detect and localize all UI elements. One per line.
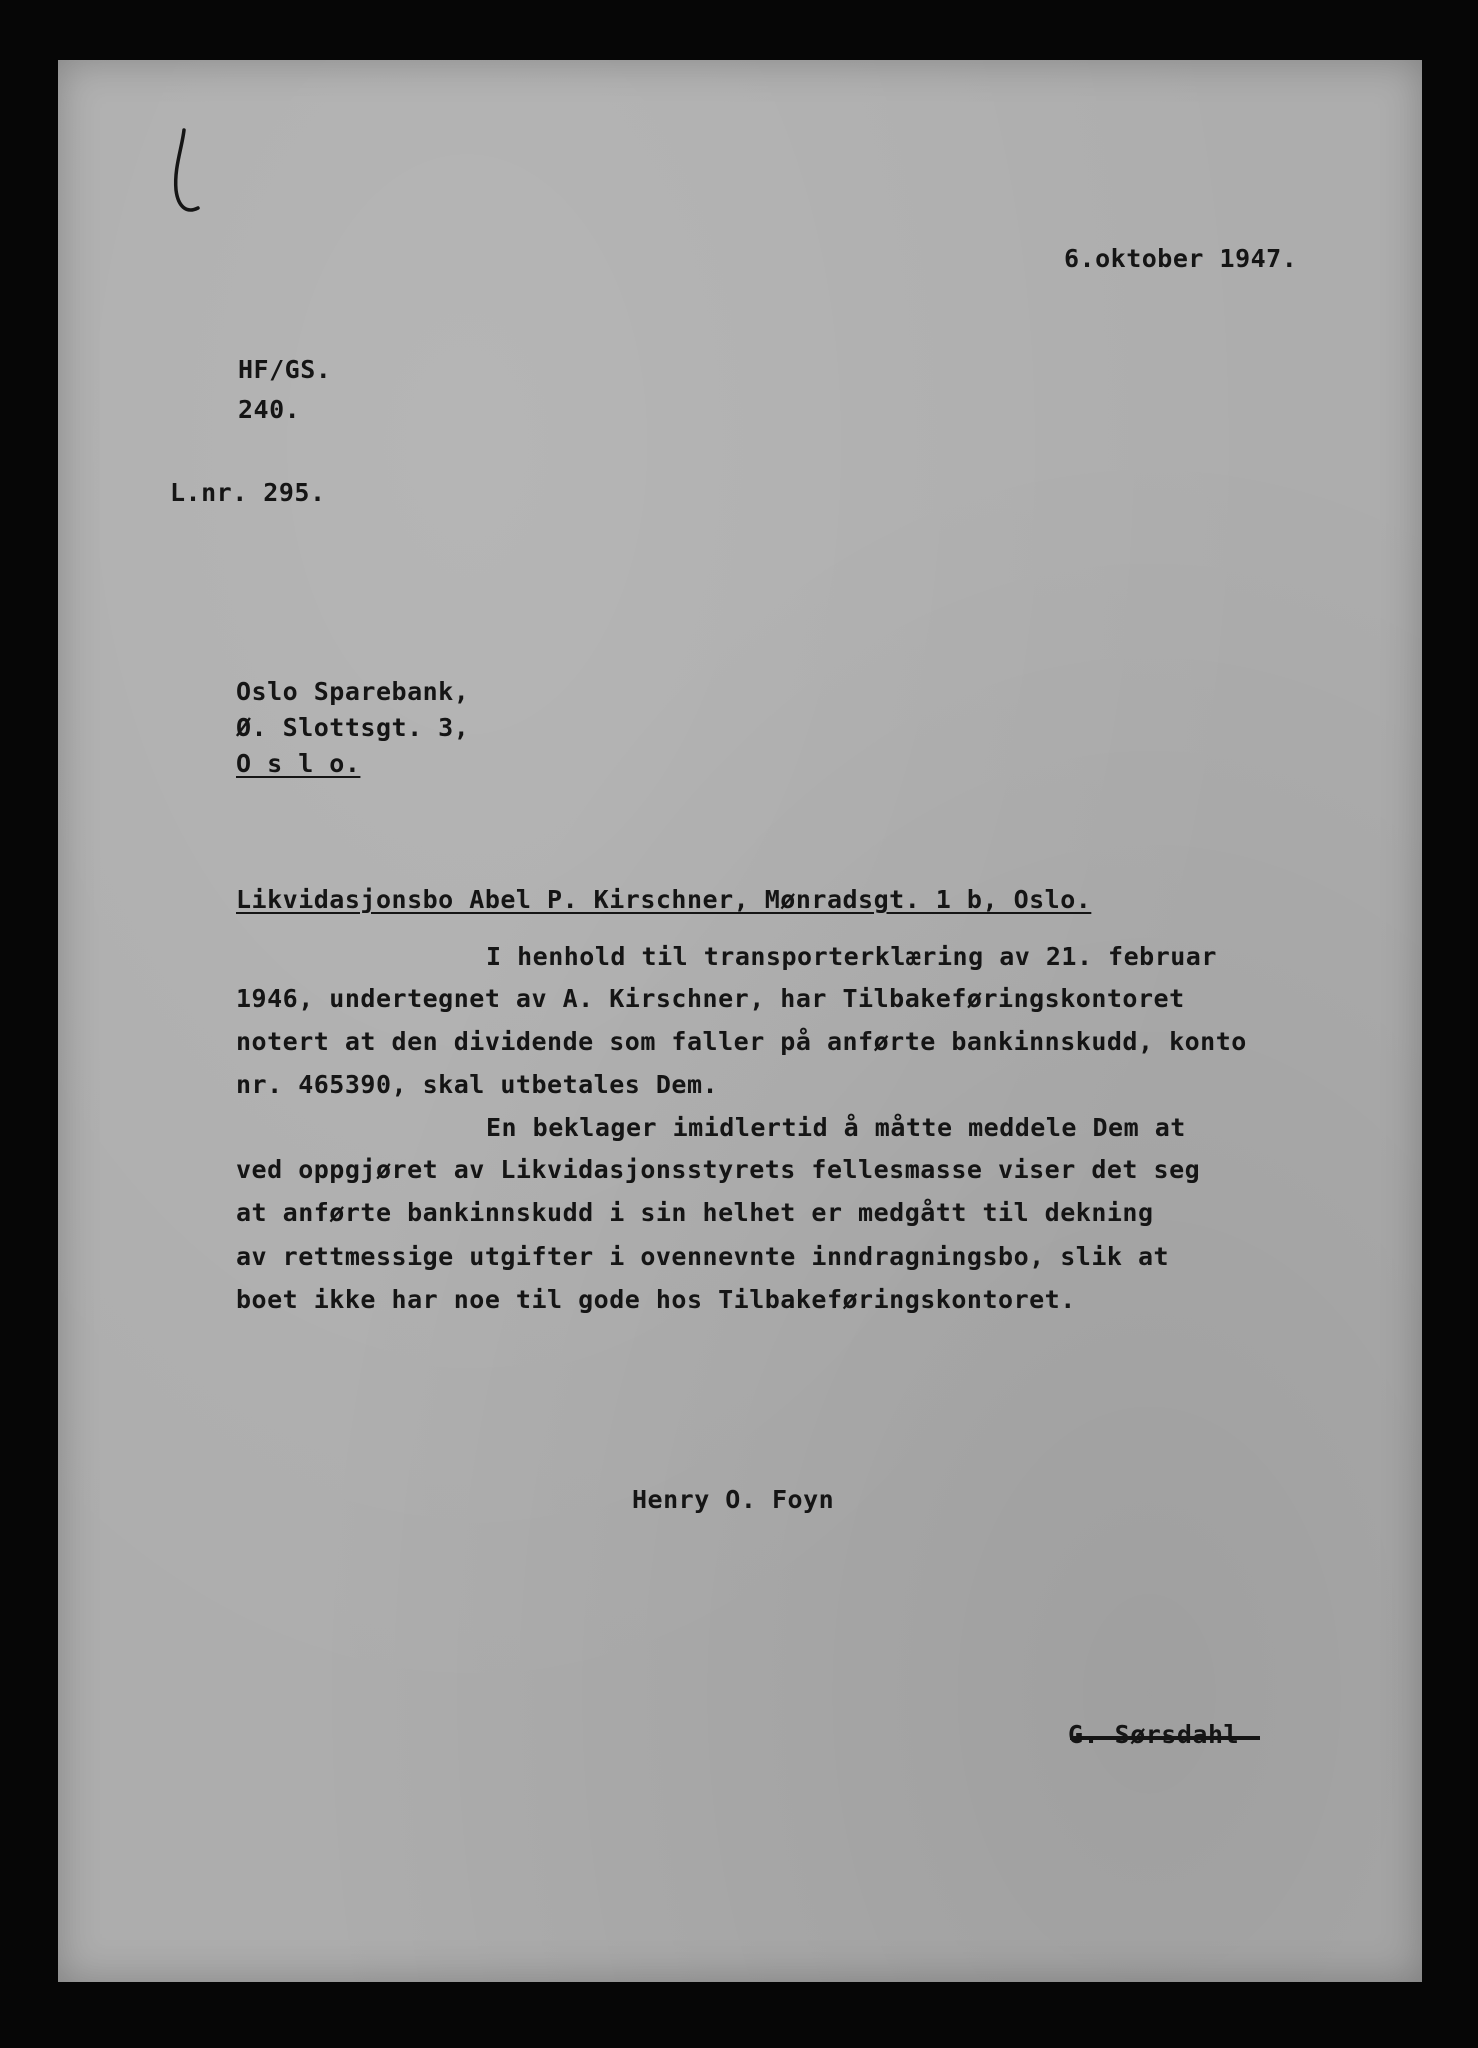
signature-name-second: G. Sørsdahl: [1068, 1720, 1240, 1749]
body-line: 1946, undertegnet av A. Kirschner, har Tilbakeføringskontoret: [236, 984, 1185, 1013]
letter-number: L.nr. 295.: [170, 478, 326, 507]
body-line: av rettmessige utgifter i ovennevnte inndragningsbo, slik at: [236, 1242, 1170, 1271]
signature-name: Henry O. Foyn: [632, 1485, 835, 1514]
letter-subject: Likvidasjonsbo Abel P. Kirschner, Mønradsgt. 1 b, Oslo.: [236, 885, 1092, 914]
reference-initials: HF/GS.: [238, 355, 332, 384]
body-line: at anførte bankinnskudd i sin helhet er medgått til dekning: [236, 1198, 1154, 1227]
letter-page: [58, 60, 1422, 1982]
handwritten-mark: [170, 128, 204, 224]
recipient-city: O s l o.: [236, 749, 361, 778]
body-line: ved oppgjøret av Likvidasjonsstyrets fellesmasse viser det seg: [236, 1155, 1201, 1184]
recipient-street: Ø. Slottsgt. 3,: [236, 713, 470, 742]
recipient-name: Oslo Sparebank,: [236, 677, 470, 706]
body-line: notert at den dividende som faller på anførte bankinnskudd, konto: [236, 1027, 1247, 1056]
body-line: I henhold til transporterklæring av 21. februar: [486, 942, 1217, 971]
body-line: nr. 465390, skal utbetales Dem.: [236, 1070, 719, 1099]
letter-date: 6.oktober 1947.: [1064, 244, 1298, 273]
body-line: En beklager imidlertid å måtte meddele Dem at: [486, 1113, 1186, 1142]
body-line: boet ikke har noe til gode hos Tilbakeføringskontoret.: [236, 1285, 1076, 1314]
reference-number: 240.: [238, 395, 301, 424]
